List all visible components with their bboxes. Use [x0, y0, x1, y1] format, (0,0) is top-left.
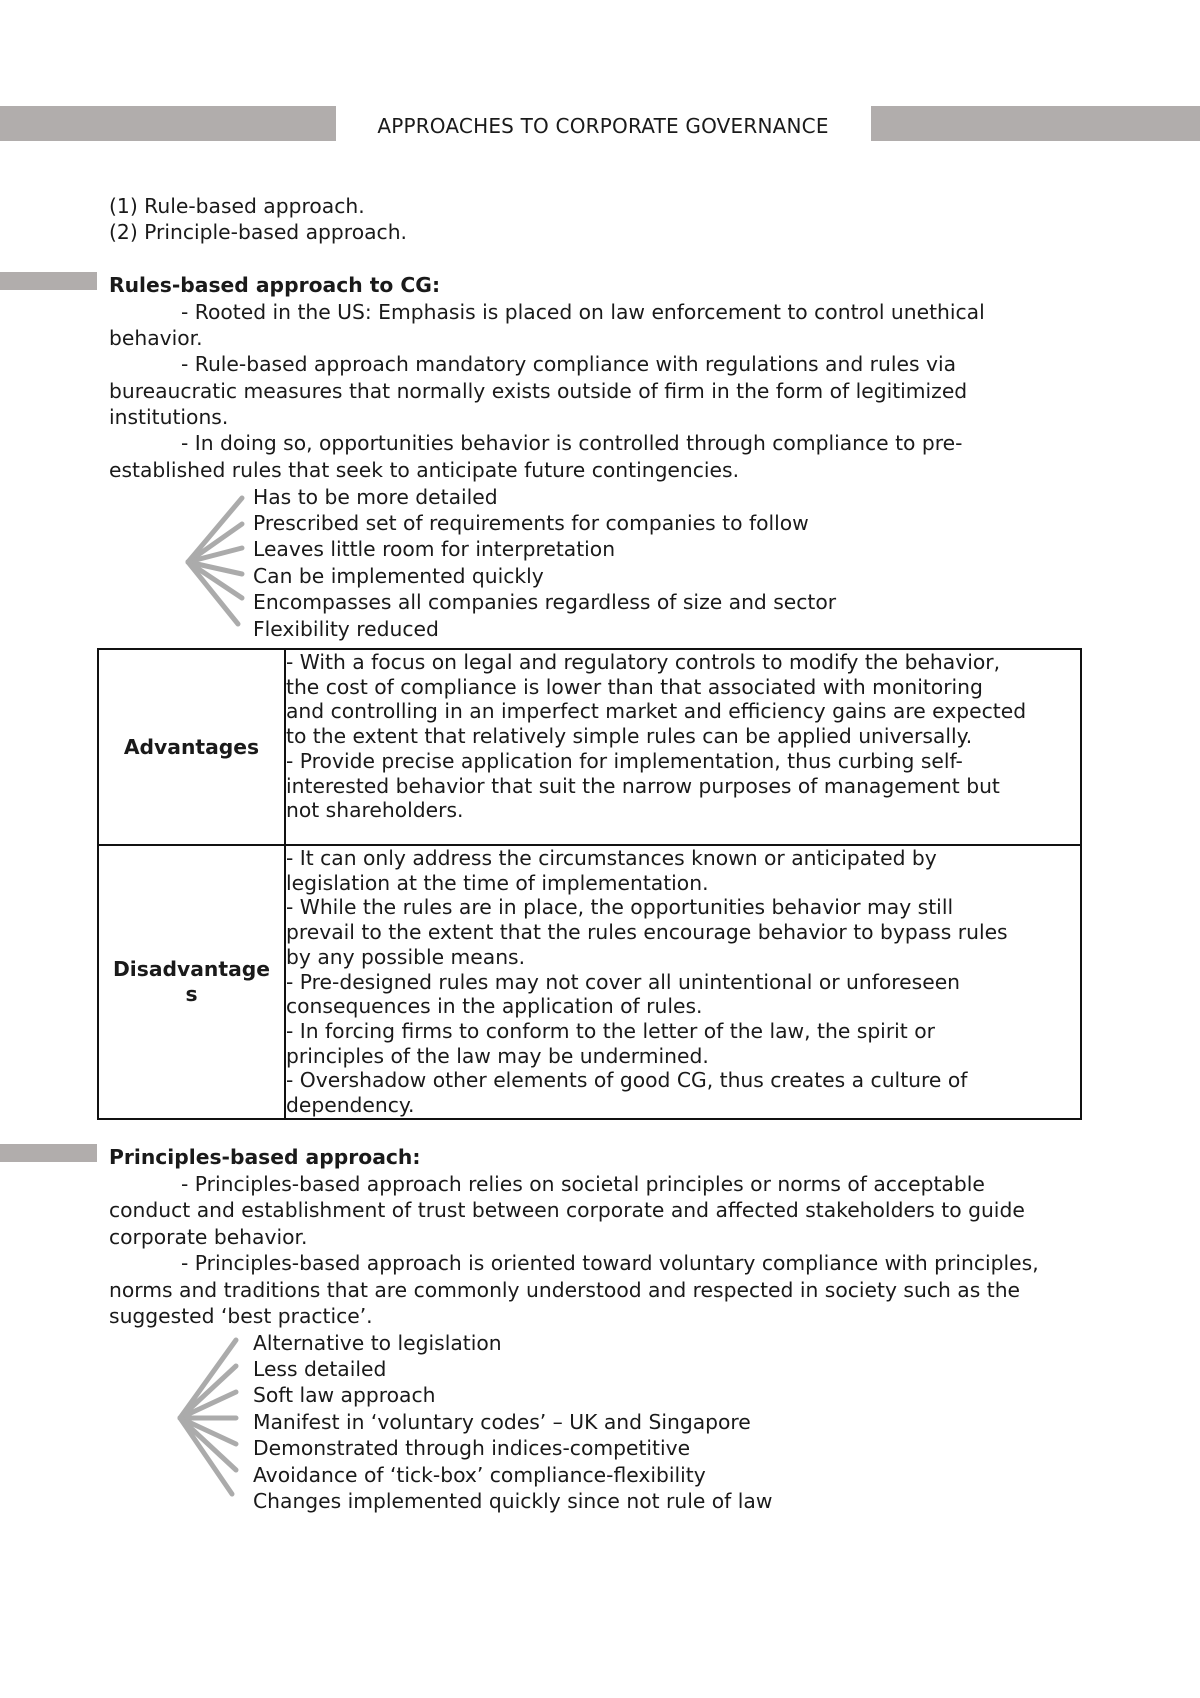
table-row-advantages	[98, 649, 1081, 845]
rules-feature-item: Can be implemented quickly	[253, 564, 544, 588]
principles-paragraph-line: norms and traditions that are commonly understood and respected in society such as the	[109, 1278, 1021, 1302]
principles-feature-item: Demonstrated through indices-competitive	[253, 1436, 691, 1460]
rules-paragraph-line: behavior.	[109, 326, 203, 350]
disadvantages-label-line: Disadvantage	[112, 956, 271, 981]
table-row-disadvantages	[98, 845, 1081, 1119]
approach-item-2: (2) Principle-based approach.	[109, 220, 407, 244]
disadvantages-line: by any possible means.	[286, 944, 526, 969]
rules-paragraph-line: - In doing so, opportunities behavior is controlled through compliance to pre-	[181, 431, 963, 455]
principles-feature-item: Manifest in ‘voluntary codes’ – UK and Singapore	[253, 1410, 751, 1434]
rules-paragraph-line: institutions.	[109, 405, 229, 429]
rules-feature-item: Flexibility reduced	[253, 617, 439, 641]
disadvantages-line: - In forcing firms to conform to the letter of the law, the spirit or	[286, 1018, 935, 1043]
principles-paragraph-line: suggested ‘best practice’.	[109, 1304, 373, 1328]
disadvantages-line: - Pre-designed rules may not cover all unintentional or unforeseen	[286, 969, 961, 994]
disadvantages-line: principles of the law may be undermined.	[286, 1043, 709, 1068]
rules-feature-item: Encompasses all companies regardless of size and sector	[253, 590, 837, 614]
rules-feature-item: Has to be more detailed	[253, 485, 498, 509]
advantages-line: not shareholders.	[286, 798, 464, 823]
section-marker-rules	[0, 272, 97, 290]
rules-feature-item: Leaves little room for interpretation	[253, 537, 616, 561]
disadvantages-content	[285, 845, 1081, 1119]
advantages-label: Advantages	[98, 649, 285, 845]
advantages-line: - Provide precise application for implementation, thus curbing self-	[286, 748, 963, 773]
principles-paragraph-line: - Principles-based approach relies on societal principles or norms of acceptable	[181, 1172, 985, 1196]
disadvantages-line: - It can only address the circumstances known or anticipated by	[286, 846, 937, 870]
principles-paragraph-line: - Principles-based approach is oriented toward voluntary compliance with principles,	[181, 1251, 1039, 1275]
rules-paragraph-line: - Rule-based approach mandatory compliance with regulations and rules via	[181, 352, 957, 376]
disadvantages-line: dependency.	[286, 1093, 415, 1118]
page-title: APPROACHES TO CORPORATE GOVERNANCE	[377, 114, 829, 138]
disadvantages-line: consequences in the application of rules.	[286, 994, 703, 1019]
approach-item-1: (1) Rule-based approach.	[109, 194, 365, 218]
advantages-line: - With a focus on legal and regulatory controls to modify the behavior,	[286, 650, 1001, 674]
principles-features-brace-icon	[172, 1334, 244, 1498]
rules-paragraph-line: established rules that seek to anticipate future contingencies.	[109, 458, 740, 482]
advantages-content	[285, 649, 1081, 845]
principles-heading: Principles-based approach:	[109, 1145, 421, 1169]
advantages-line: the cost of compliance is lower than that associated with monitoring	[286, 674, 983, 699]
rules-paragraph-line: - Rooted in the US: Emphasis is placed on law enforcement to control unethical	[181, 300, 985, 324]
header-band-left	[0, 106, 336, 141]
rules-heading: Rules-based approach to CG:	[109, 273, 441, 297]
disadvantages-label-line: s	[185, 981, 198, 1006]
principles-feature-item: Soft law approach	[253, 1383, 436, 1407]
principles-feature-item: Changes implemented quickly since not rule of law	[253, 1489, 773, 1513]
principles-paragraph-line: corporate behavior.	[109, 1225, 308, 1249]
rules-paragraph-line: bureaucratic measures that normally exists outside of firm in the form of legitimized	[109, 379, 968, 403]
advantages-line: and controlling in an imperfect market and efficiency gains are expected	[286, 699, 1027, 724]
advantages-disadvantages-table	[97, 648, 1082, 1120]
disadvantages-line: - Overshadow other elements of good CG, thus creates a culture of	[286, 1068, 968, 1093]
disadvantages-line: - While the rules are in place, the opportunities behavior may still	[286, 895, 954, 920]
rules-features-brace-icon	[180, 490, 250, 630]
section-marker-principles	[0, 1144, 97, 1162]
advantages-line: interested behavior that suit the narrow purposes of management but	[286, 773, 1000, 798]
advantages-line: to the extent that relatively simple rules can be applied universally.	[286, 724, 973, 749]
principles-feature-item: Avoidance of ‘tick-box’ compliance-flexibility	[253, 1463, 706, 1487]
disadvantages-label	[98, 845, 285, 1119]
rules-feature-item: Prescribed set of requirements for companies to follow	[253, 511, 809, 535]
header-band-right	[871, 106, 1200, 141]
principles-paragraph-line: conduct and establishment of trust between corporate and affected stakeholders to guide	[109, 1198, 1025, 1222]
principles-feature-item: Alternative to legislation	[253, 1331, 502, 1355]
principles-feature-item: Less detailed	[253, 1357, 387, 1381]
disadvantages-line: prevail to the extent that the rules encourage behavior to bypass rules	[286, 920, 1008, 945]
disadvantages-line: legislation at the time of implementation.	[286, 870, 709, 895]
